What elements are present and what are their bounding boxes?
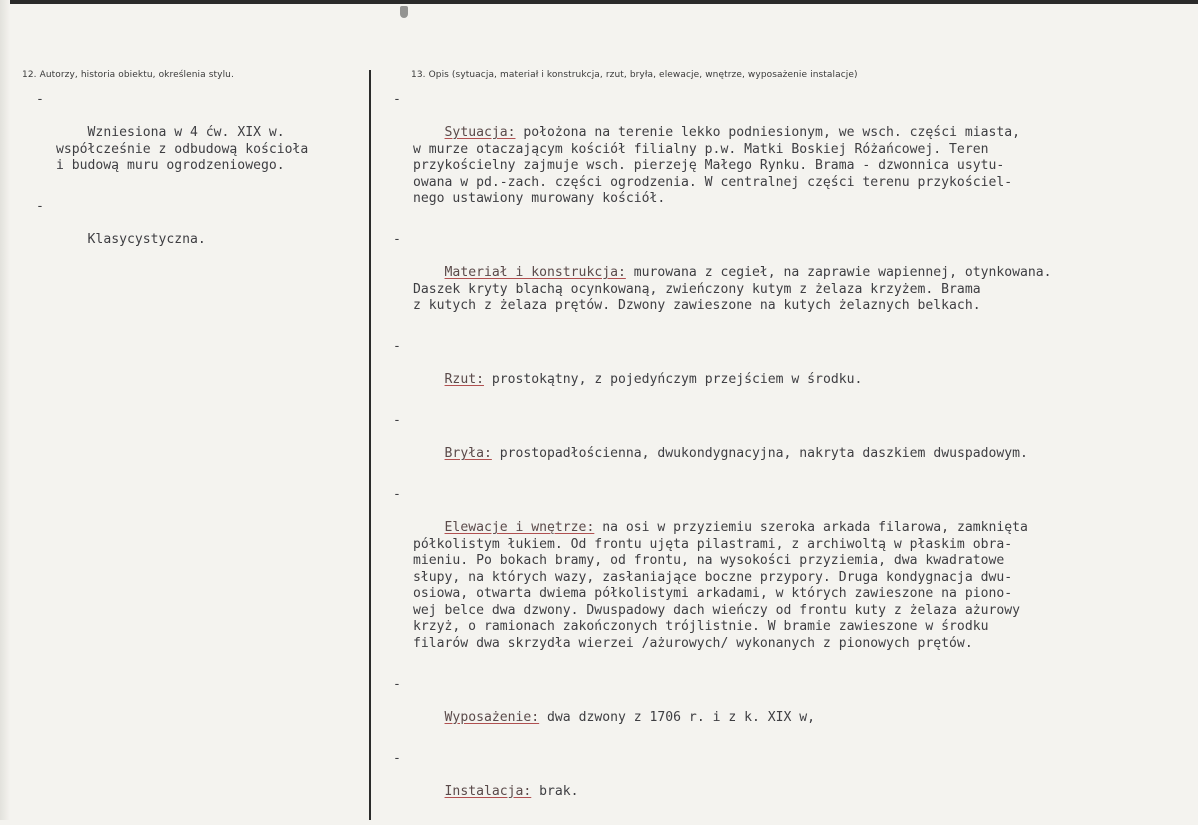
entry-dash: -	[393, 676, 401, 692]
scan-edge-left	[0, 0, 10, 820]
entry-lead: Rzut:	[444, 372, 484, 387]
entry-dash: -	[36, 92, 44, 107]
mass-entry	[393, 413, 1183, 479]
entry-dash: -	[393, 92, 401, 107]
equipment-entry	[393, 677, 1183, 743]
entry-text: Klasycystyczna.	[87, 232, 206, 247]
entry-dash: -	[393, 339, 401, 354]
plan-entry	[393, 339, 1183, 405]
elevations-entry	[393, 487, 1183, 669]
entry-text: Wzniesiona w 4 ćw. XIX w. współcześnie z odbudową kościoła i budową muru ogrodzeniowego.	[56, 125, 309, 173]
scan-edge-top	[0, 0, 1198, 4]
right-column	[393, 92, 1183, 825]
entry-lead: Instalacja:	[444, 783, 532, 799]
material-entry	[393, 232, 1183, 331]
entry-dash: -	[393, 487, 401, 502]
entry-text: dwa dzwony z 1706 r. i z k. XIX w,	[539, 709, 816, 725]
right-column-header: 13. Opis (sytuacja, materiał i konstrukcja, rzut, bryła, elewacje, wnętrze, wyposażenie instalacje)	[411, 70, 858, 80]
entry-dash: -	[393, 413, 401, 428]
entry-lead: Wyposażenie:	[444, 709, 540, 725]
style-entry	[36, 199, 368, 265]
left-column	[36, 92, 368, 273]
entry-text: położona na terenie lekko podniesionym, we wsch. części miasta, w murze otaczającym kościół filialny p.w. Matki Boskiej Różańcowej. Teren przykościelny zajmuje wsch. pierzeję Małego Rynku. Brama - dzwonnica usytu- owana w pd.-zach. części ogrodzenia. W centralnej części terenu przykościel- nego ustawiony murowany kościół.	[413, 125, 1021, 206]
entry-text: na osi w przyziemiu szeroka arkada filarowa, zamknięta półkolistym łukiem. Od frontu ujęta pilastrami, z archiwoltą w płaskim obra- mieniu. Po bokach bramy, od frontu, na wysokości przyziemia, dwa kwadratowe słupy, na których wazy, zasłaniające boczne przypory. Druga kondygnacja dwu- osiowa, otwarta dwiema półkolistymi arkadami, w których zawieszone na piono- wej belce dwa dzwony. Dwuspadowy dach wieńczy od frontu kuty z żelaza ażurowy krzyż, o ramionach zakończonych trójlistnie. W bramie zawieszone w środku filarów dwa skrzydła wierzei /ażurowych/ wykonanych z pionowych prętów.	[413, 520, 1028, 651]
entry-text: murowana z cegieł, na zaprawie wapiennej, otynkowana. Daszek kryty blachą ocynkowaną, zwieńczony kutym z żelaza krzyżem. Brama z kutych z żelaza prętów. Dzwony zawieszone na kutych żelaznych belkach.	[413, 265, 1052, 313]
installation-entry	[393, 751, 1183, 817]
history-entry	[36, 92, 368, 191]
entry-dash: -	[36, 199, 44, 214]
entry-lead: Materiał i konstrukcja:	[444, 265, 626, 280]
situation-entry	[393, 92, 1183, 224]
entry-lead: Sytuacja:	[444, 125, 516, 140]
punch-mark	[400, 6, 408, 18]
entry-lead: Bryła:	[444, 446, 492, 461]
entry-text: prostokątny, z pojedyńczym przejściem w środku.	[483, 372, 863, 387]
left-column-header: 12. Autorzy, historia obiektu, określenia stylu.	[22, 70, 234, 80]
entry-dash: -	[393, 232, 401, 247]
entry-text: brak.	[531, 783, 579, 799]
entry-dash: -	[393, 750, 401, 766]
column-divider	[369, 70, 371, 820]
entry-lead: Elewacje i wnętrze:	[444, 520, 595, 535]
entry-text: prostopadłościenna, dwukondygnacyjna, nakryta daszkiem dwuspadowym.	[491, 446, 1028, 461]
